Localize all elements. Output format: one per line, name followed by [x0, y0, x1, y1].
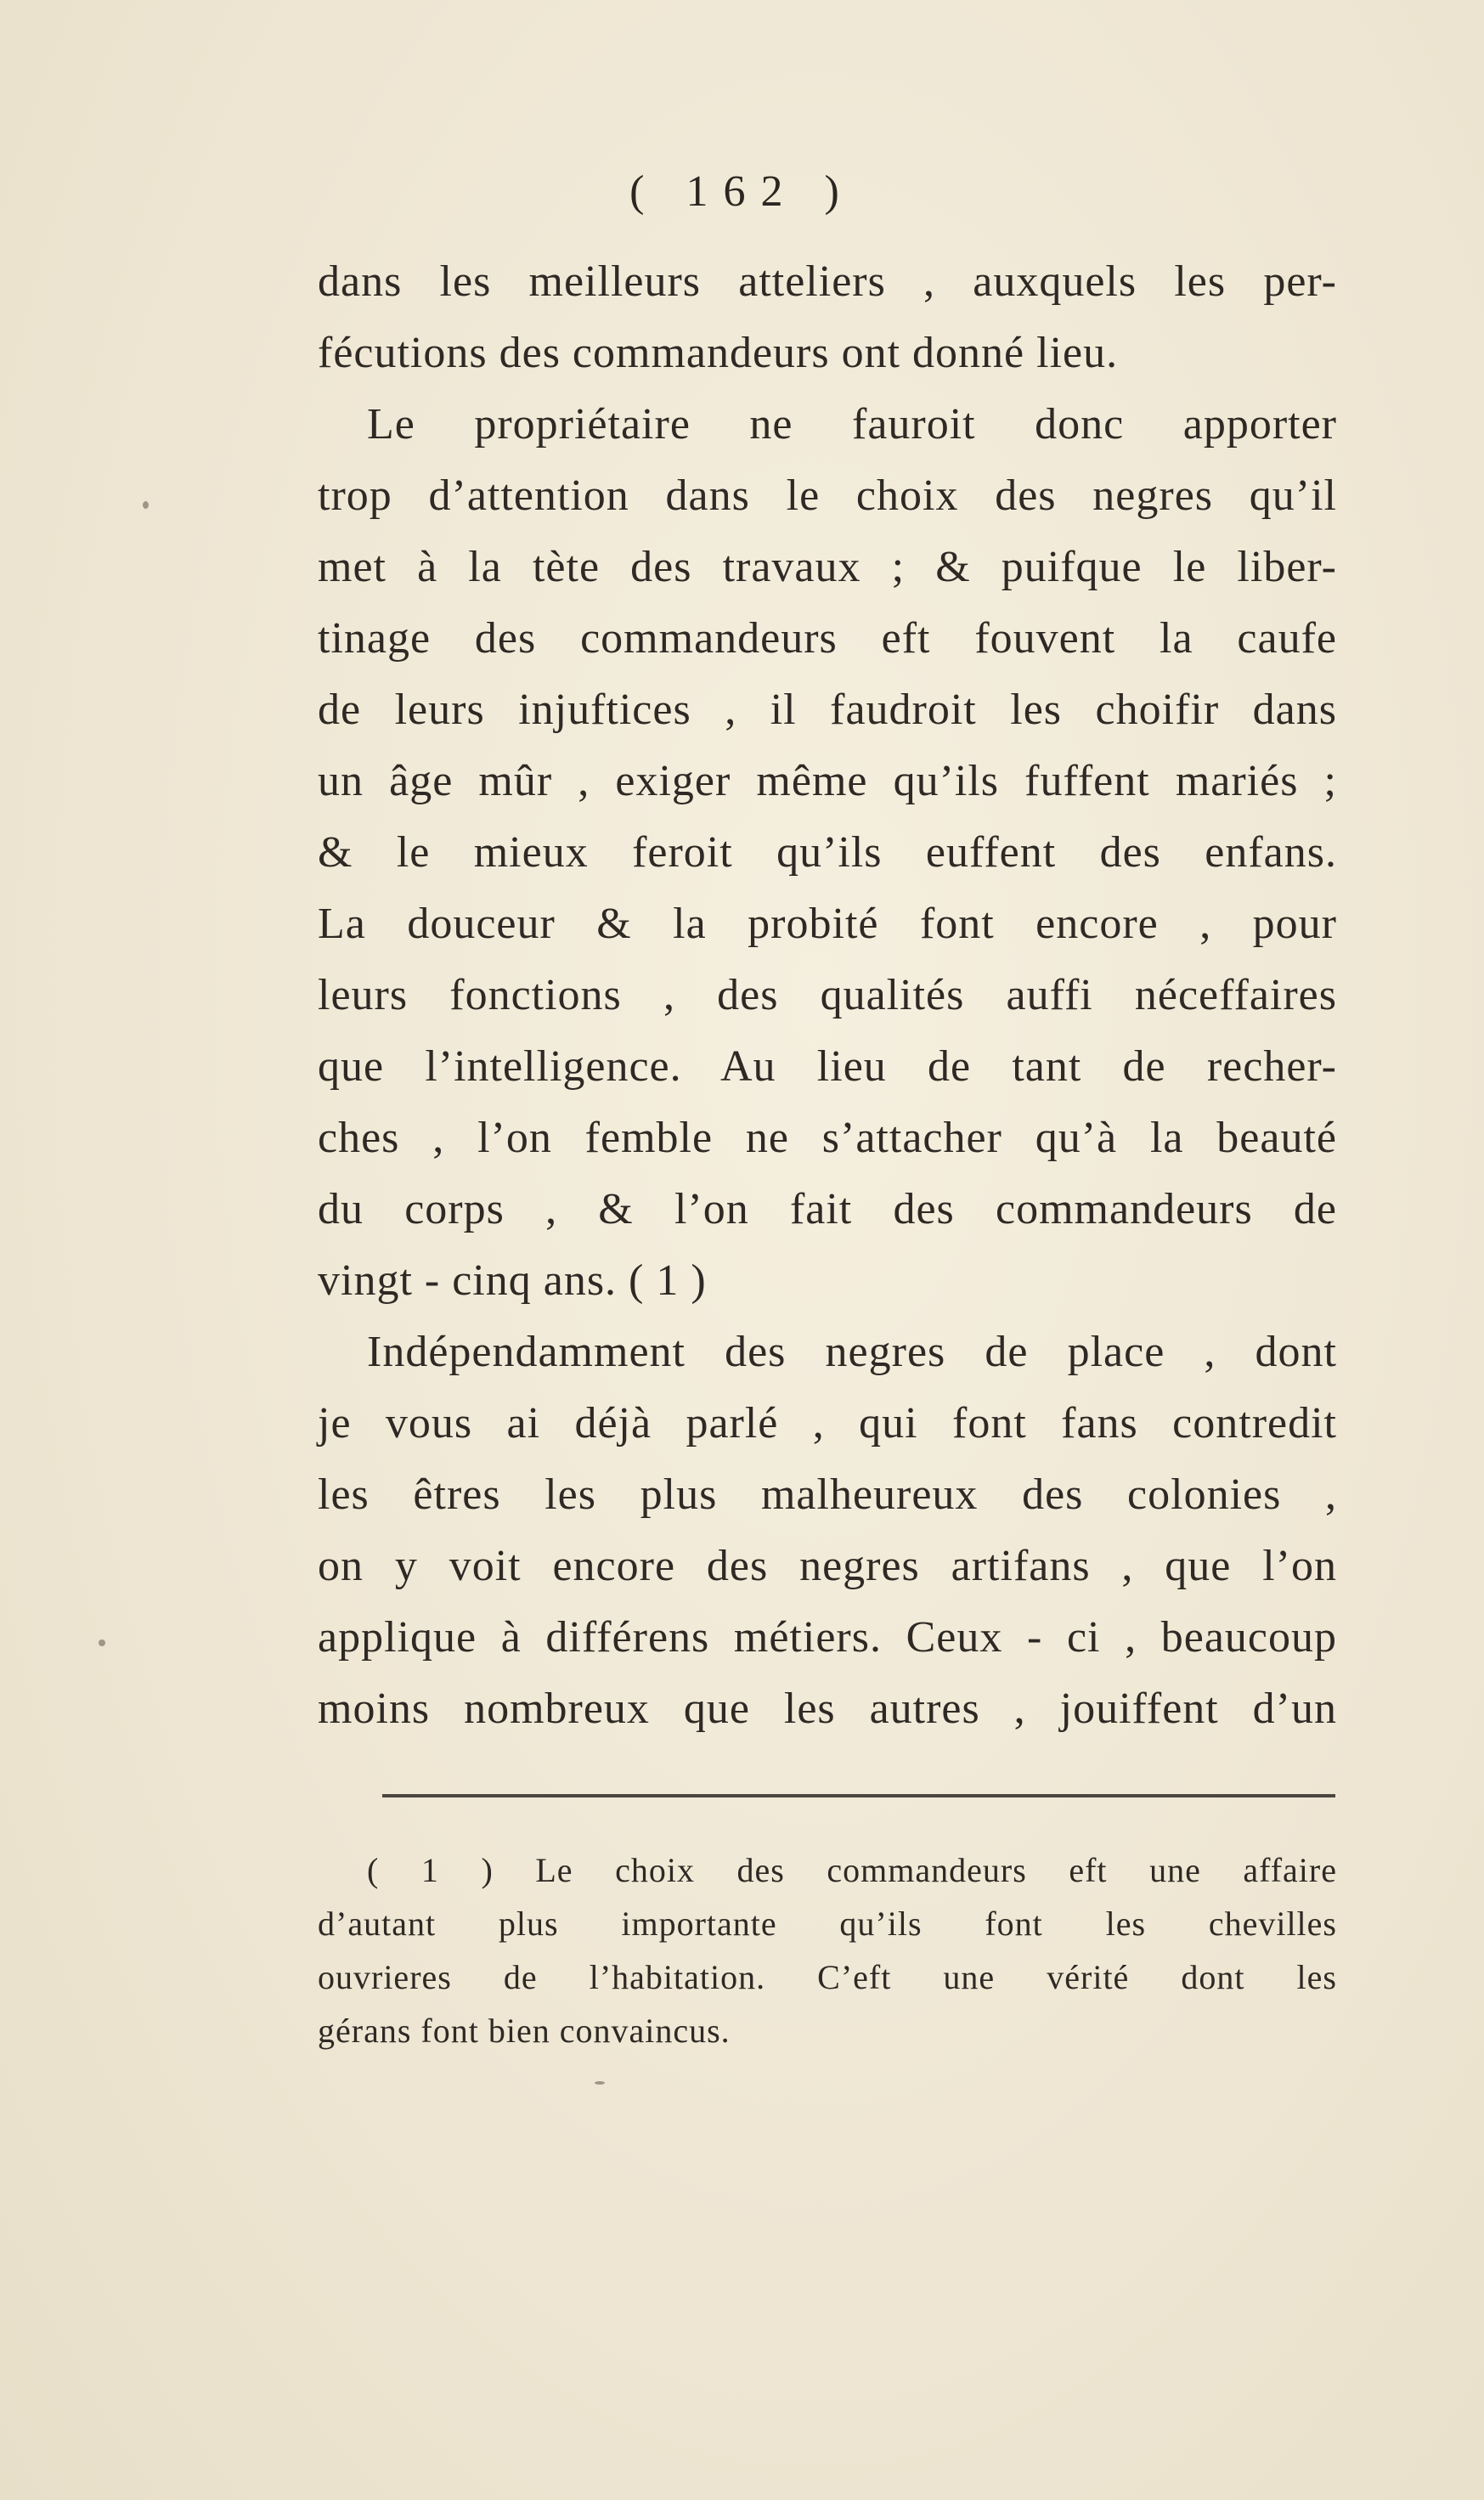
text-line: Indépendamment des negres de place , dont [367, 1328, 1337, 1376]
footnote [318, 1843, 1337, 2057]
text-line: La douceur & la probité font encore , pour [318, 900, 1337, 948]
text-line: on y voit encore des negres artifans , que l’on [318, 1542, 1337, 1590]
paper-speck [595, 2081, 605, 2085]
text-line: je vous ai déjà parlé , qui font fans contredit [318, 1399, 1337, 1448]
text-line: applique à différens métiers. Ceux - ci , beaucoup [318, 1613, 1337, 1662]
text-line: tinage des commandeurs eft fouvent la caufe [318, 614, 1337, 663]
text-line: met à la tète des travaux ; & puifque le liber- [318, 543, 1337, 591]
text-line: fécutions des commandeurs ont donné lieu. [318, 329, 1119, 377]
text-line: que l’intelligence. Au lieu de tant de recher- [318, 1042, 1337, 1091]
text-line: les êtres les plus malheureux des colonies , [318, 1470, 1337, 1519]
text-line: vingt - cinq ans. ( 1 ) [318, 1256, 707, 1305]
footnote-line: d’autant plus importante qu’ils font les chevilles [318, 1905, 1337, 1943]
text-line: moins nombreux que les autres , jouiffent d’un [318, 1685, 1337, 1733]
text-line: Le propriétaire ne fauroit donc apporter [367, 400, 1337, 449]
footnote-divider [382, 1794, 1335, 1797]
paper-speck [143, 501, 149, 509]
text-line: trop d’attention dans le choix des negres qu’il [318, 471, 1337, 520]
footnote-line: gérans font bien convaincus. [318, 2012, 731, 2050]
text-line: un âge mûr , exiger même qu’ils fuffent mariés ; [318, 757, 1337, 805]
paper-speck [99, 1639, 105, 1646]
text-line: du corps , & l’on fait des commandeurs de [318, 1185, 1337, 1233]
page-number: ( 162 ) [629, 167, 855, 216]
text-line: de leurs injuftices , il faudroit les choifir dans [318, 686, 1337, 734]
text-line: leurs fonctions , des qualités auffi néceffaires [318, 971, 1337, 1019]
text-line: & le mieux feroit qu’ils euffent des enfans. [318, 828, 1337, 877]
main-text [318, 246, 1337, 1745]
text-line: ches , l’on femble ne s’attacher qu’à la beauté [318, 1114, 1337, 1162]
footnote-line: ouvrieres de l’habitation. C’eft une vérité dont les [318, 1958, 1337, 1996]
footnote-line: ( 1 ) Le choix des commandeurs eft une affaire [367, 1851, 1337, 1889]
text-line: dans les meilleurs atteliers , auxquels les per- [318, 257, 1337, 306]
